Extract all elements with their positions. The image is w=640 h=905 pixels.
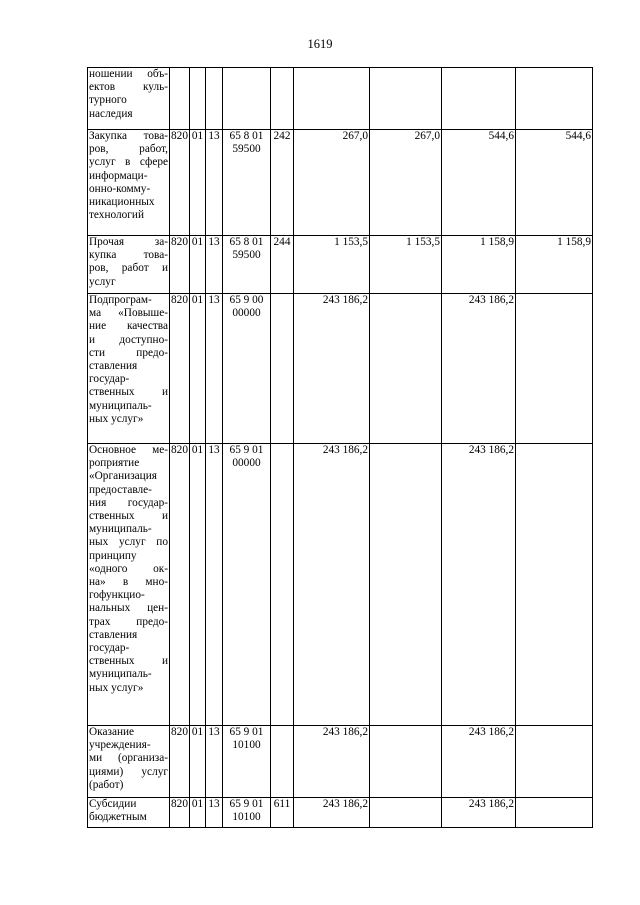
amount-cell-v4	[516, 294, 593, 444]
amount-cell-v1: 243 186,2	[294, 726, 370, 798]
row-name-cell	[88, 130, 170, 236]
target-article-line: 65 9 01	[229, 726, 264, 738]
target-article-line: 65 8 01	[229, 236, 264, 248]
ministry-code-cell: 820	[170, 444, 190, 726]
row-name-cell	[88, 444, 170, 726]
row-name-cell	[88, 798, 170, 828]
row-name-line: на» в мно-	[89, 576, 168, 589]
row-name-line: принципу	[89, 549, 137, 562]
row-name-line: муниципаль-	[89, 399, 152, 412]
subsection-code-cell: 13	[206, 236, 223, 294]
amount-cell-v4	[516, 726, 593, 798]
row-name-line: ния государ-	[89, 496, 168, 509]
table-row	[88, 726, 593, 798]
target-article-line: 59500	[232, 249, 261, 262]
row-name-line: Прочая за-	[89, 236, 168, 248]
table-row	[88, 798, 593, 828]
amount-cell-v1: 1 153,5	[294, 236, 370, 294]
row-name-line: ма «Повыше-	[89, 307, 168, 320]
row-name-cell	[88, 294, 170, 444]
amount-cell-v4	[516, 798, 593, 828]
row-name-line: предоставле-	[89, 483, 152, 496]
row-name-line: технологий	[89, 209, 145, 222]
row-name-line: циями) услуг	[89, 765, 168, 778]
amount-cell-v2	[370, 726, 442, 798]
section-code-cell: 01	[190, 294, 206, 444]
table-row	[88, 444, 593, 726]
table-row	[88, 68, 593, 130]
page-number: 1619	[307, 37, 333, 51]
table-row	[88, 130, 593, 236]
amount-cell-v1	[294, 68, 370, 130]
row-name-line: ми (организа-	[89, 752, 168, 765]
row-name-line: учреждения-	[89, 739, 151, 752]
amount-cell-v3: 1 158,9	[442, 236, 516, 294]
row-name-line: Подпрограм-	[89, 294, 152, 306]
target-article-line: 00000	[232, 457, 261, 470]
row-name-line: и доступно-	[89, 333, 168, 346]
target-article-line: 65 9 00	[229, 294, 264, 306]
amount-cell-v3: 243 186,2	[442, 444, 516, 726]
target-article-cell	[223, 294, 271, 444]
subsection-code-cell: 13	[206, 798, 223, 828]
row-name-line: ставления	[89, 360, 138, 373]
amount-cell-v1: 267,0	[294, 130, 370, 236]
subsection-code-cell	[206, 68, 223, 130]
expense-type-cell	[271, 726, 294, 798]
amount-cell-v4	[516, 68, 593, 130]
subsection-code-cell: 13	[206, 294, 223, 444]
target-article-cell	[223, 130, 271, 236]
expense-type-cell: 244	[271, 236, 294, 294]
subsection-code-cell: 13	[206, 726, 223, 798]
budget-table	[87, 67, 593, 828]
row-name-line: Закупка това-	[89, 130, 168, 142]
target-article-cell	[223, 444, 271, 726]
row-name-line: государ-	[89, 642, 130, 655]
expense-type-cell	[271, 294, 294, 444]
target-article-cell	[223, 236, 271, 294]
expense-type-cell	[271, 68, 294, 130]
row-name-cell	[88, 236, 170, 294]
amount-cell-v2: 267,0	[370, 130, 442, 236]
row-name-line: гофункцио-	[89, 589, 145, 602]
amount-cell-v4	[516, 444, 593, 726]
amount-cell-v2: 1 153,5	[370, 236, 442, 294]
section-code-cell	[190, 68, 206, 130]
amount-cell-v3: 243 186,2	[442, 798, 516, 828]
row-name-line: Субсидии	[89, 798, 137, 810]
row-name-cell	[88, 68, 170, 130]
row-name-line: сти предо-	[89, 346, 168, 359]
row-name-line: «Организация	[89, 470, 157, 483]
row-name-line: бюджетным	[89, 811, 147, 824]
row-name-line: ров, работ,	[89, 143, 168, 156]
table-row	[88, 236, 593, 294]
row-name-line: купка това-	[89, 249, 168, 262]
row-name-line: ных услуг»	[89, 681, 144, 694]
amount-cell-v2	[370, 294, 442, 444]
row-name-line: ние качества	[89, 320, 168, 333]
row-name-line: турного	[89, 94, 127, 107]
amount-cell-v1: 243 186,2	[294, 798, 370, 828]
ministry-code-cell: 820	[170, 726, 190, 798]
section-code-cell: 01	[190, 130, 206, 236]
row-name-line: ставления	[89, 628, 138, 641]
row-name-line: трах предо-	[89, 615, 168, 628]
amount-cell-v4: 1 158,9	[516, 236, 593, 294]
row-name-line: никационных	[89, 196, 155, 209]
ministry-code-cell: 820	[170, 294, 190, 444]
row-name-line: муниципаль-	[89, 523, 152, 536]
target-article-line: 65 9 01	[229, 798, 264, 810]
expense-type-cell: 611	[271, 798, 294, 828]
target-article-line: 10100	[232, 739, 261, 752]
amount-cell-v3	[442, 68, 516, 130]
row-name-line: ров, работ и	[89, 262, 168, 275]
row-name-line: ных услуг по	[89, 536, 168, 549]
row-name-line: ношении объ-	[89, 68, 168, 80]
ministry-code-cell	[170, 68, 190, 130]
row-name-line: информаци-	[89, 169, 148, 182]
row-name-line: (работ)	[89, 778, 124, 791]
row-name-line: услуг	[89, 275, 116, 288]
amount-cell-v3: 544,6	[442, 130, 516, 236]
row-name-line: муниципаль-	[89, 668, 152, 681]
row-name-line: Оказание	[89, 726, 135, 738]
section-code-cell: 01	[190, 236, 206, 294]
ministry-code-cell: 820	[170, 798, 190, 828]
target-article-cell	[223, 798, 271, 828]
amount-cell-v3: 243 186,2	[442, 726, 516, 798]
amount-cell-v2	[370, 798, 442, 828]
row-name-line: ных услуг»	[89, 412, 144, 425]
amount-cell-v1: 243 186,2	[294, 294, 370, 444]
amount-cell-v2	[370, 444, 442, 726]
target-article-line: 65 9 01	[229, 444, 264, 456]
row-name-line: государ-	[89, 373, 130, 386]
row-name-line: ектов куль-	[89, 81, 168, 94]
row-name-line: услуг в сфере	[89, 156, 168, 169]
target-article-cell	[223, 68, 271, 130]
amount-cell-v3: 243 186,2	[442, 294, 516, 444]
row-name-line: наследия	[89, 107, 133, 120]
row-name-line: ственных и	[89, 386, 168, 399]
row-name-line: роприятие	[89, 457, 140, 470]
section-code-cell: 01	[190, 726, 206, 798]
expense-type-cell	[271, 444, 294, 726]
amount-cell-v2	[370, 68, 442, 130]
subsection-code-cell: 13	[206, 130, 223, 236]
row-name-line: онно-комму-	[89, 182, 151, 195]
row-name-line: Основное ме-	[89, 444, 168, 456]
target-article-line: 65 8 01	[229, 130, 264, 142]
target-article-cell	[223, 726, 271, 798]
row-name-line: ственных и	[89, 510, 168, 523]
section-code-cell: 01	[190, 444, 206, 726]
table-row	[88, 294, 593, 444]
section-code-cell: 01	[190, 798, 206, 828]
row-name-line: нальных цен-	[89, 602, 168, 615]
row-name-cell	[88, 726, 170, 798]
subsection-code-cell: 13	[206, 444, 223, 726]
target-article-line: 00000	[232, 307, 261, 320]
ministry-code-cell: 820	[170, 236, 190, 294]
amount-cell-v4: 544,6	[516, 130, 593, 236]
target-article-line: 59500	[232, 143, 261, 156]
expense-type-cell: 242	[271, 130, 294, 236]
target-article-line: 10100	[232, 811, 261, 824]
row-name-line: «одного ок-	[89, 562, 168, 575]
ministry-code-cell: 820	[170, 130, 190, 236]
amount-cell-v1: 243 186,2	[294, 444, 370, 726]
row-name-line: ственных и	[89, 655, 168, 668]
